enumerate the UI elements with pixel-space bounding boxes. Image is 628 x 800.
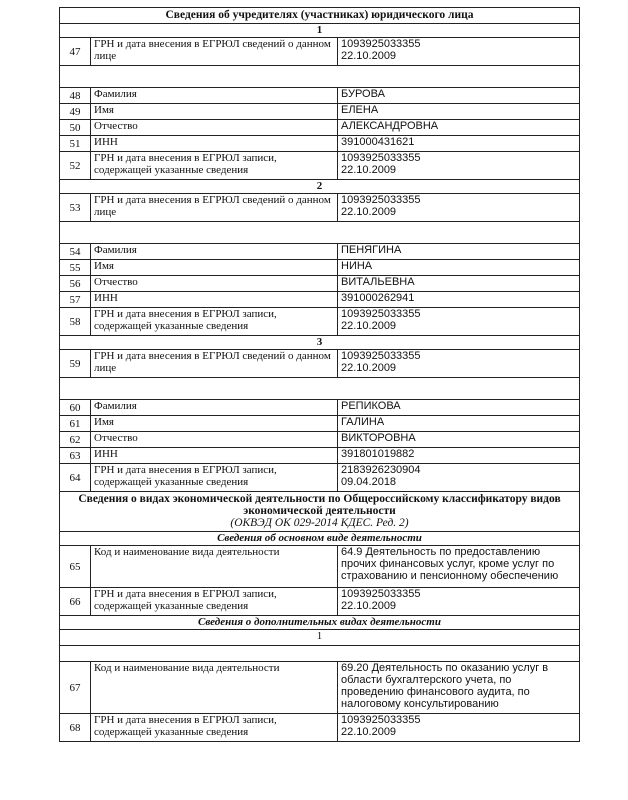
- grn-value: 1093925033355: [341, 38, 421, 50]
- table-row: [60, 448, 580, 464]
- founder-group-header: [60, 336, 580, 350]
- section-founders-title: Сведения об учредителях (участниках) юридического лица: [60, 8, 580, 24]
- table-row: [60, 714, 580, 742]
- table-row: [60, 464, 580, 492]
- row-value: ГАЛИНА: [338, 416, 580, 432]
- table-row: [60, 276, 580, 292]
- table-row: [60, 244, 580, 260]
- row-number: 67: [60, 662, 91, 714]
- section-okved-title-cell: [60, 492, 580, 532]
- row-label: Код и наименование вида деятельности: [91, 662, 338, 714]
- row-label: ГРН и дата внесения в ЕГРЮЛ записи, содержащей указанные сведения: [91, 308, 338, 336]
- row-value: 391000262941: [338, 292, 580, 308]
- additional-group-header: [60, 630, 580, 646]
- row-value: [338, 588, 580, 616]
- additional-activity-header: [60, 616, 580, 630]
- row-value: 391000431621: [338, 136, 580, 152]
- row-value: [338, 152, 580, 180]
- row-number: 55: [60, 260, 91, 276]
- row-value: [338, 194, 580, 222]
- row-label: Фамилия: [91, 400, 338, 416]
- row-value: РЕПИКОВА: [338, 400, 580, 416]
- row-value: БУРОВА: [338, 88, 580, 104]
- section-okved-header: [60, 492, 580, 532]
- row-value: 64.9 Деятельность по предоставлению прочих финансовых услуг, кроме услуг по страхованию и пенсионному обеспечению: [338, 546, 580, 588]
- row-label: Фамилия: [91, 88, 338, 104]
- row-label: ГРН и дата внесения в ЕГРЮЛ записи, содержащей указанные сведения: [91, 152, 338, 180]
- grn-value: 2183926230904: [341, 464, 421, 476]
- additional-activity-title: Сведения о дополнительных видах деятельности: [60, 616, 580, 630]
- row-label: ГРН и дата внесения в ЕГРЮЛ сведений о данном лице: [91, 38, 338, 66]
- date-value: 22.10.2009: [341, 164, 397, 176]
- date-value: 22.10.2009: [341, 362, 397, 374]
- table-row: [60, 432, 580, 448]
- founder-group-header: [60, 24, 580, 38]
- row-label: ГРН и дата внесения в ЕГРЮЛ сведений о данном лице: [91, 194, 338, 222]
- row-label: ГРН и дата внесения в ЕГРЮЛ записи, содержащей указанные сведения: [91, 714, 338, 742]
- row-label: ГРН и дата внесения в ЕГРЮЛ записи, содержащей указанные сведения: [91, 464, 338, 492]
- row-label: Имя: [91, 416, 338, 432]
- row-label: Отчество: [91, 120, 338, 136]
- spacer-row: [60, 222, 580, 244]
- spacer-row: [60, 378, 580, 400]
- date-value: 22.10.2009: [341, 600, 397, 612]
- table-row: [60, 292, 580, 308]
- row-number: 59: [60, 350, 91, 378]
- row-value: [338, 38, 580, 66]
- row-value: ВИТАЛЬЕВНА: [338, 276, 580, 292]
- row-value: [338, 350, 580, 378]
- table-row: [60, 136, 580, 152]
- date-value: 22.10.2009: [341, 320, 397, 332]
- row-number: 68: [60, 714, 91, 742]
- row-number: 57: [60, 292, 91, 308]
- row-number: 60: [60, 400, 91, 416]
- grn-value: 1093925033355: [341, 152, 421, 164]
- row-value: АЛЕКСАНДРОВНА: [338, 120, 580, 136]
- row-number: 61: [60, 416, 91, 432]
- table-row: [60, 350, 580, 378]
- row-number: 58: [60, 308, 91, 336]
- row-number: 54: [60, 244, 91, 260]
- table-row: [60, 120, 580, 136]
- main-activity-title: Сведения об основном виде деятельности: [60, 532, 580, 546]
- row-number: 62: [60, 432, 91, 448]
- section-founders-header: [60, 8, 580, 24]
- row-label: Имя: [91, 260, 338, 276]
- row-value: 69.20 Деятельность по оказанию услуг в области бухгалтерского учета, по проведению финансового аудита, по налоговому консультированию: [338, 662, 580, 714]
- row-number: 53: [60, 194, 91, 222]
- row-number: 50: [60, 120, 91, 136]
- row-label: ИНН: [91, 448, 338, 464]
- row-value: 391801019882: [338, 448, 580, 464]
- row-value: [338, 714, 580, 742]
- row-value: [338, 464, 580, 492]
- row-value: НИНА: [338, 260, 580, 276]
- founder-group-header: [60, 180, 580, 194]
- spacer-row: [60, 646, 580, 662]
- row-label: Имя: [91, 104, 338, 120]
- date-value: 09.04.2018: [341, 476, 397, 488]
- date-value: 22.10.2009: [341, 50, 397, 62]
- grn-value: 1093925033355: [341, 350, 421, 362]
- founder-index: 3: [60, 336, 580, 350]
- row-label: Отчество: [91, 432, 338, 448]
- row-number: 56: [60, 276, 91, 292]
- row-value: ЕЛЕНА: [338, 104, 580, 120]
- row-label: ГРН и дата внесения в ЕГРЮЛ записи, содержащей указанные сведения: [91, 588, 338, 616]
- table-row: [60, 662, 580, 714]
- grn-value: 1093925033355: [341, 714, 421, 726]
- row-value: ВИКТОРОВНА: [338, 432, 580, 448]
- row-number: 49: [60, 104, 91, 120]
- grn-value: 1093925033355: [341, 194, 421, 206]
- table-row: [60, 400, 580, 416]
- spacer-row: [60, 66, 580, 88]
- row-value: ПЕНЯГИНА: [338, 244, 580, 260]
- grn-value: 1093925033355: [341, 588, 421, 600]
- row-number: 52: [60, 152, 91, 180]
- table-row: [60, 104, 580, 120]
- row-number: 63: [60, 448, 91, 464]
- date-value: 22.10.2009: [341, 206, 397, 218]
- table-row: [60, 308, 580, 336]
- row-label: Отчество: [91, 276, 338, 292]
- row-label: ИНН: [91, 136, 338, 152]
- row-number: 51: [60, 136, 91, 152]
- additional-index: 1: [60, 630, 580, 646]
- row-value: [338, 308, 580, 336]
- row-number: 64: [60, 464, 91, 492]
- table-row: [60, 588, 580, 616]
- founder-index: 2: [60, 180, 580, 194]
- egrul-table: [59, 7, 580, 742]
- section-okved-title: Сведения о видах экономической деятельности по Общероссийскому классификатору видов экономической деятельности: [78, 493, 561, 517]
- table-row: [60, 38, 580, 66]
- table-row: [60, 194, 580, 222]
- row-number: 65: [60, 546, 91, 588]
- row-number: 48: [60, 88, 91, 104]
- grn-value: 1093925033355: [341, 308, 421, 320]
- main-activity-header: [60, 532, 580, 546]
- date-value: 22.10.2009: [341, 726, 397, 738]
- table-row: [60, 152, 580, 180]
- section-okved-subtitle: (ОКВЭД ОК 029-2014 КДЕС. Ред. 2): [230, 517, 409, 529]
- table-row: [60, 260, 580, 276]
- founder-index: 1: [60, 24, 580, 38]
- table-row: [60, 88, 580, 104]
- row-label: ИНН: [91, 292, 338, 308]
- row-label: Код и наименование вида деятельности: [91, 546, 338, 588]
- row-number: 66: [60, 588, 91, 616]
- row-label: Фамилия: [91, 244, 338, 260]
- row-label: ГРН и дата внесения в ЕГРЮЛ сведений о данном лице: [91, 350, 338, 378]
- table-row: [60, 416, 580, 432]
- egrul-extract-page: [59, 7, 579, 742]
- row-number: 47: [60, 38, 91, 66]
- table-row: [60, 546, 580, 588]
